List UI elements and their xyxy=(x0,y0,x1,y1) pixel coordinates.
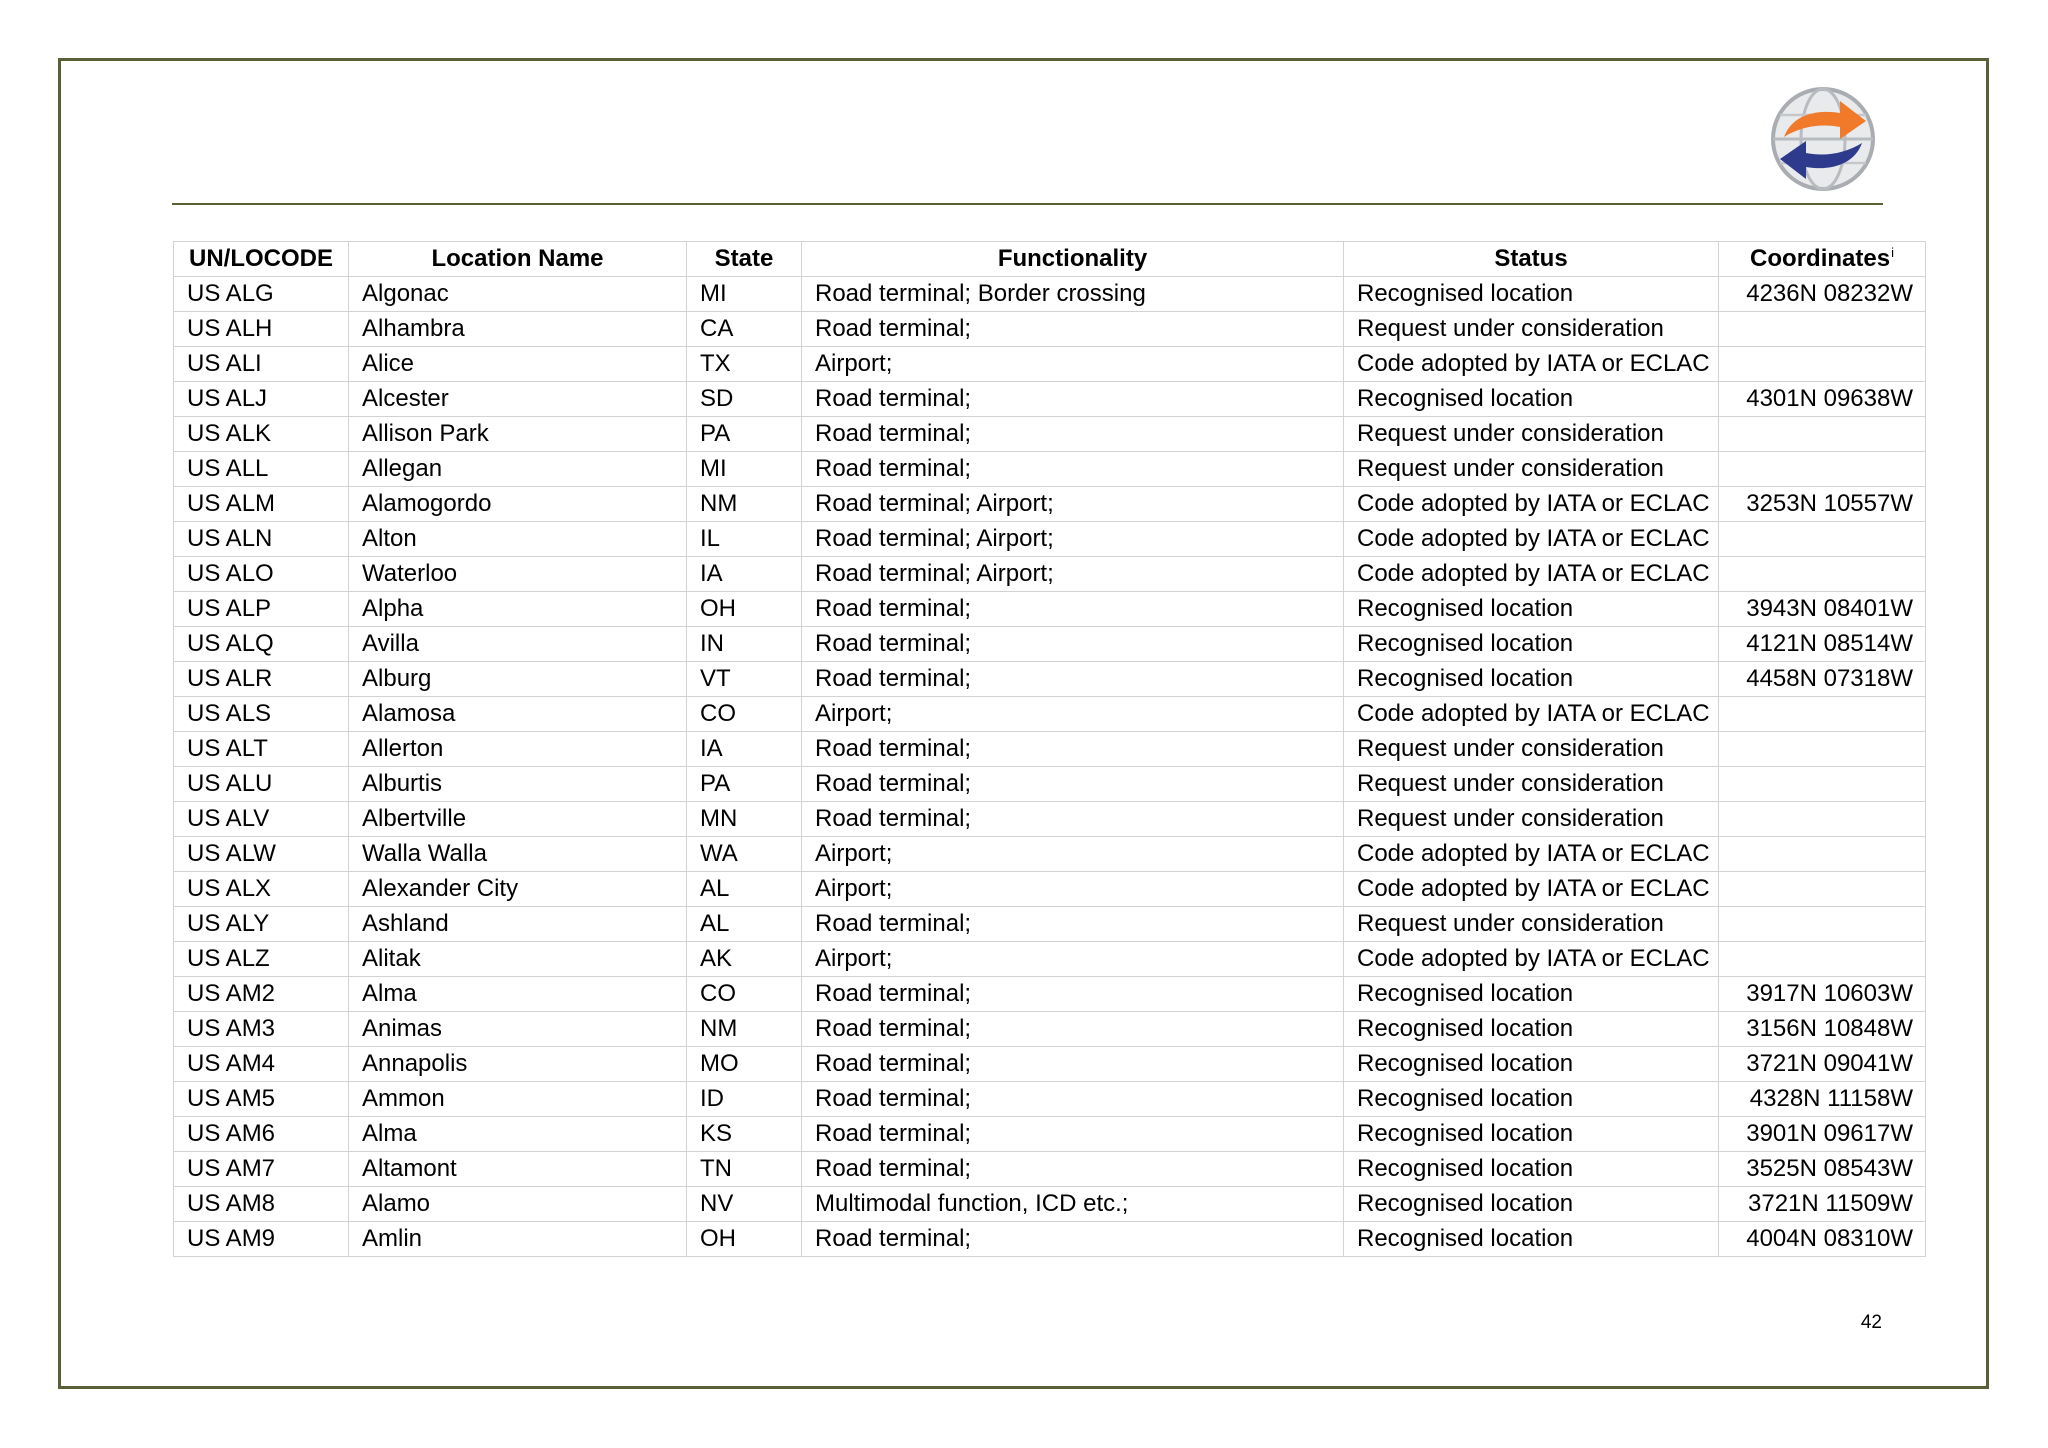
cell-state: MI xyxy=(687,277,802,312)
cell-coordinates xyxy=(1719,872,1926,907)
cell-coordinates: 3943N 08401W xyxy=(1719,592,1926,627)
cell-location-name: Alitak xyxy=(349,942,687,977)
cell-status: Recognised location xyxy=(1344,1187,1719,1222)
cell-locode: US ALZ xyxy=(174,942,349,977)
table-row xyxy=(174,487,1926,522)
cell-functionality: Road terminal; xyxy=(802,1117,1344,1152)
cell-coordinates xyxy=(1719,452,1926,487)
cell-coordinates xyxy=(1719,347,1926,382)
cell-locode: US ALX xyxy=(174,872,349,907)
cell-location-name: Albertville xyxy=(349,802,687,837)
cell-coordinates xyxy=(1719,522,1926,557)
header-coordinates xyxy=(1719,242,1926,277)
cell-state: PA xyxy=(687,417,802,452)
table-row xyxy=(174,907,1926,942)
cell-status: Recognised location xyxy=(1344,382,1719,417)
cell-locode: US AM2 xyxy=(174,977,349,1012)
locode-table xyxy=(173,241,1926,1257)
cell-coordinates xyxy=(1719,557,1926,592)
cell-coordinates: 3721N 09041W xyxy=(1719,1047,1926,1082)
header-locode: UN/LOCODE xyxy=(174,242,349,277)
table-row xyxy=(174,1082,1926,1117)
cell-status: Request under consideration xyxy=(1344,312,1719,347)
cell-status: Code adopted by IATA or ECLAC xyxy=(1344,557,1719,592)
cell-state: TN xyxy=(687,1152,802,1187)
cell-locode: US ALT xyxy=(174,732,349,767)
cell-state: MO xyxy=(687,1047,802,1082)
cell-state: IA xyxy=(687,557,802,592)
cell-status: Request under consideration xyxy=(1344,417,1719,452)
cell-location-name: Alamosa xyxy=(349,697,687,732)
cell-locode: US AM5 xyxy=(174,1082,349,1117)
cell-state: NV xyxy=(687,1187,802,1222)
cell-state: OH xyxy=(687,1222,802,1257)
cell-locode: US ALU xyxy=(174,767,349,802)
cell-coordinates xyxy=(1719,942,1926,977)
cell-functionality: Road terminal; xyxy=(802,802,1344,837)
header-functionality: Functionality xyxy=(802,242,1344,277)
cell-location-name: Alton xyxy=(349,522,687,557)
cell-locode: US AM3 xyxy=(174,1012,349,1047)
table-row xyxy=(174,522,1926,557)
cell-locode: US ALO xyxy=(174,557,349,592)
table-row xyxy=(174,732,1926,767)
cell-status: Recognised location xyxy=(1344,662,1719,697)
cell-location-name: Allegan xyxy=(349,452,687,487)
cell-functionality: Road terminal; Airport; xyxy=(802,522,1344,557)
cell-status: Request under consideration xyxy=(1344,452,1719,487)
cell-state: PA xyxy=(687,767,802,802)
header-location-name: Location Name xyxy=(349,242,687,277)
cell-locode: US AM6 xyxy=(174,1117,349,1152)
cell-location-name: Alpha xyxy=(349,592,687,627)
cell-location-name: Amlin xyxy=(349,1222,687,1257)
cell-status: Code adopted by IATA or ECLAC xyxy=(1344,522,1719,557)
header-coordinates-label: Coordinates xyxy=(1750,245,1891,272)
table-row xyxy=(174,592,1926,627)
cell-status: Code adopted by IATA or ECLAC xyxy=(1344,872,1719,907)
cell-state: OH xyxy=(687,592,802,627)
table-row xyxy=(174,942,1926,977)
cell-state: CO xyxy=(687,977,802,1012)
cell-locode: US ALV xyxy=(174,802,349,837)
table-row xyxy=(174,382,1926,417)
cell-functionality: Road terminal; xyxy=(802,1012,1344,1047)
cell-state: WA xyxy=(687,837,802,872)
cell-functionality: Road terminal; xyxy=(802,977,1344,1012)
cell-status: Request under consideration xyxy=(1344,802,1719,837)
cell-functionality: Road terminal; xyxy=(802,1047,1344,1082)
cell-location-name: Avilla xyxy=(349,627,687,662)
cell-location-name: Walla Walla xyxy=(349,837,687,872)
table-row xyxy=(174,627,1926,662)
table-row xyxy=(174,277,1926,312)
cell-functionality: Airport; xyxy=(802,347,1344,382)
cell-state: NM xyxy=(687,487,802,522)
table-row xyxy=(174,977,1926,1012)
cell-status: Recognised location xyxy=(1344,277,1719,312)
cell-functionality: Road terminal; Border crossing xyxy=(802,277,1344,312)
cell-state: ID xyxy=(687,1082,802,1117)
cell-state: NM xyxy=(687,1012,802,1047)
cell-coordinates xyxy=(1719,312,1926,347)
cell-coordinates: 3901N 09617W xyxy=(1719,1117,1926,1152)
cell-status: Recognised location xyxy=(1344,592,1719,627)
cell-state: TX xyxy=(687,347,802,382)
cell-location-name: Alice xyxy=(349,347,687,382)
cell-functionality: Airport; xyxy=(802,837,1344,872)
cell-state: IA xyxy=(687,732,802,767)
table-row xyxy=(174,1012,1926,1047)
cell-coordinates: 3721N 11509W xyxy=(1719,1187,1926,1222)
cell-coordinates: 4301N 09638W xyxy=(1719,382,1926,417)
table-row xyxy=(174,872,1926,907)
cell-location-name: Alma xyxy=(349,1117,687,1152)
cell-status: Code adopted by IATA or ECLAC xyxy=(1344,837,1719,872)
header-state: State xyxy=(687,242,802,277)
cell-location-name: Alamogordo xyxy=(349,487,687,522)
cell-state: AL xyxy=(687,907,802,942)
cell-functionality: Multimodal function, ICD etc.; xyxy=(802,1187,1344,1222)
cell-state: SD xyxy=(687,382,802,417)
cell-functionality: Airport; xyxy=(802,872,1344,907)
cell-coordinates xyxy=(1719,907,1926,942)
cell-locode: US ALL xyxy=(174,452,349,487)
table-row xyxy=(174,1187,1926,1222)
cell-functionality: Road terminal; xyxy=(802,627,1344,662)
table-row xyxy=(174,452,1926,487)
cell-locode: US ALY xyxy=(174,907,349,942)
cell-status: Code adopted by IATA or ECLAC xyxy=(1344,942,1719,977)
cell-state: MI xyxy=(687,452,802,487)
cell-locode: US ALJ xyxy=(174,382,349,417)
cell-functionality: Road terminal; xyxy=(802,592,1344,627)
cell-locode: US ALM xyxy=(174,487,349,522)
cell-location-name: Algonac xyxy=(349,277,687,312)
cell-state: IL xyxy=(687,522,802,557)
cell-functionality: Road terminal; Airport; xyxy=(802,557,1344,592)
cell-location-name: Alamo xyxy=(349,1187,687,1222)
cell-status: Recognised location xyxy=(1344,1117,1719,1152)
cell-location-name: Alburtis xyxy=(349,767,687,802)
cell-status: Code adopted by IATA or ECLAC xyxy=(1344,487,1719,522)
table-row xyxy=(174,417,1926,452)
cell-location-name: Waterloo xyxy=(349,557,687,592)
cell-locode: US AM4 xyxy=(174,1047,349,1082)
cell-functionality: Road terminal; Airport; xyxy=(802,487,1344,522)
table-row xyxy=(174,1117,1926,1152)
cell-status: Recognised location xyxy=(1344,1222,1719,1257)
cell-functionality: Airport; xyxy=(802,697,1344,732)
cell-locode: US AM8 xyxy=(174,1187,349,1222)
table-row xyxy=(174,312,1926,347)
cell-status: Code adopted by IATA or ECLAC xyxy=(1344,697,1719,732)
cell-functionality: Road terminal; xyxy=(802,1152,1344,1187)
cell-coordinates: 4458N 07318W xyxy=(1719,662,1926,697)
globe-arrows-logo xyxy=(1770,85,1876,193)
cell-locode: US ALK xyxy=(174,417,349,452)
cell-location-name: Annapolis xyxy=(349,1047,687,1082)
cell-functionality: Road terminal; xyxy=(802,767,1344,802)
cell-status: Recognised location xyxy=(1344,1152,1719,1187)
cell-functionality: Road terminal; xyxy=(802,417,1344,452)
cell-location-name: Alma xyxy=(349,977,687,1012)
cell-functionality: Road terminal; xyxy=(802,1222,1344,1257)
cell-locode: US ALS xyxy=(174,697,349,732)
cell-status: Recognised location xyxy=(1344,1082,1719,1117)
cell-status: Request under consideration xyxy=(1344,907,1719,942)
cell-coordinates xyxy=(1719,767,1926,802)
cell-coordinates: 3917N 10603W xyxy=(1719,977,1926,1012)
cell-locode: US ALW xyxy=(174,837,349,872)
cell-functionality: Road terminal; xyxy=(802,382,1344,417)
cell-location-name: Alexander City xyxy=(349,872,687,907)
cell-status: Recognised location xyxy=(1344,977,1719,1012)
cell-functionality: Road terminal; xyxy=(802,907,1344,942)
table-row xyxy=(174,557,1926,592)
cell-status: Recognised location xyxy=(1344,1047,1719,1082)
cell-functionality: Airport; xyxy=(802,942,1344,977)
cell-location-name: Animas xyxy=(349,1012,687,1047)
cell-locode: US ALG xyxy=(174,277,349,312)
cell-location-name: Ammon xyxy=(349,1082,687,1117)
cell-functionality: Road terminal; xyxy=(802,312,1344,347)
cell-functionality: Road terminal; xyxy=(802,1082,1344,1117)
cell-location-name: Alburg xyxy=(349,662,687,697)
table-row xyxy=(174,837,1926,872)
cell-status: Code adopted by IATA or ECLAC xyxy=(1344,347,1719,382)
cell-state: CO xyxy=(687,697,802,732)
cell-status: Recognised location xyxy=(1344,1012,1719,1047)
cell-state: AK xyxy=(687,942,802,977)
cell-location-name: Alhambra xyxy=(349,312,687,347)
cell-status: Request under consideration xyxy=(1344,732,1719,767)
cell-functionality: Road terminal; xyxy=(802,732,1344,767)
cell-coordinates xyxy=(1719,417,1926,452)
table-row xyxy=(174,662,1926,697)
cell-coordinates: 3253N 10557W xyxy=(1719,487,1926,522)
cell-coordinates: 4328N 11158W xyxy=(1719,1082,1926,1117)
cell-locode: US ALN xyxy=(174,522,349,557)
cell-status: Request under consideration xyxy=(1344,767,1719,802)
table-row xyxy=(174,347,1926,382)
cell-locode: US ALP xyxy=(174,592,349,627)
cell-coordinates xyxy=(1719,697,1926,732)
cell-status: Recognised location xyxy=(1344,627,1719,662)
header-status: Status xyxy=(1344,242,1719,277)
cell-coordinates: 4236N 08232W xyxy=(1719,277,1926,312)
cell-coordinates: 3156N 10848W xyxy=(1719,1012,1926,1047)
table-row xyxy=(174,1152,1926,1187)
page-number: 42 xyxy=(1860,1312,1882,1333)
cell-state: VT xyxy=(687,662,802,697)
cell-functionality: Road terminal; xyxy=(802,452,1344,487)
cell-locode: US ALQ xyxy=(174,627,349,662)
table-row xyxy=(174,697,1926,732)
table-row xyxy=(174,802,1926,837)
cell-coordinates xyxy=(1719,802,1926,837)
cell-locode: US AM9 xyxy=(174,1222,349,1257)
coordinates-footnote-marker: i xyxy=(1891,245,1894,260)
table-row xyxy=(174,1222,1926,1257)
cell-locode: US ALR xyxy=(174,662,349,697)
cell-location-name: Allison Park xyxy=(349,417,687,452)
cell-coordinates xyxy=(1719,837,1926,872)
cell-state: KS xyxy=(687,1117,802,1152)
cell-coordinates: 4121N 08514W xyxy=(1719,627,1926,662)
cell-locode: US ALH xyxy=(174,312,349,347)
cell-functionality: Road terminal; xyxy=(802,662,1344,697)
table-row xyxy=(174,1047,1926,1082)
cell-coordinates xyxy=(1719,732,1926,767)
cell-location-name: Ashland xyxy=(349,907,687,942)
cell-state: MN xyxy=(687,802,802,837)
cell-coordinates: 4004N 08310W xyxy=(1719,1222,1926,1257)
table-header-row xyxy=(174,242,1926,277)
cell-locode: US AM7 xyxy=(174,1152,349,1187)
cell-location-name: Allerton xyxy=(349,732,687,767)
cell-location-name: Altamont xyxy=(349,1152,687,1187)
cell-coordinates: 3525N 08543W xyxy=(1719,1152,1926,1187)
cell-state: CA xyxy=(687,312,802,347)
cell-state: AL xyxy=(687,872,802,907)
cell-state: IN xyxy=(687,627,802,662)
cell-locode: US ALI xyxy=(174,347,349,382)
table-row xyxy=(174,767,1926,802)
header-rule xyxy=(172,203,1883,205)
cell-location-name: Alcester xyxy=(349,382,687,417)
